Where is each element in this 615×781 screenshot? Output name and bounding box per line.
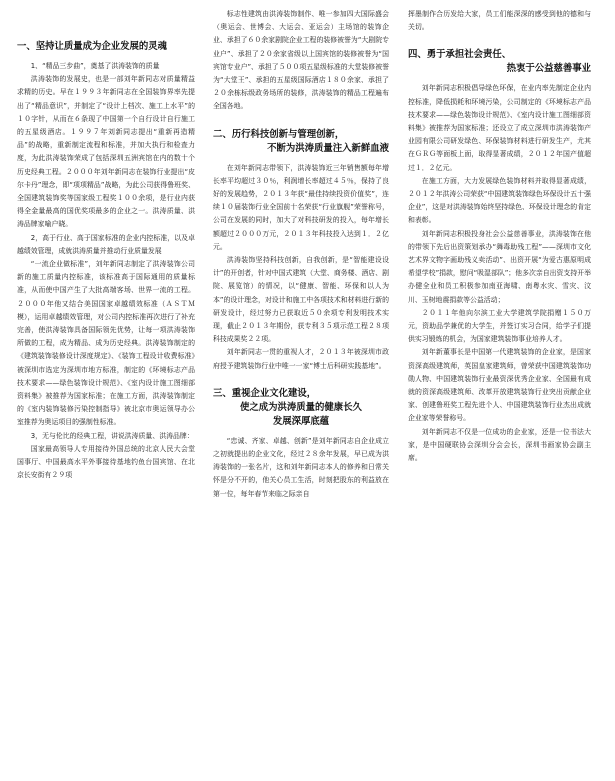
section-1-heading: 一、坚持让质量成为企业发展的灵魂 [17,41,168,52]
paragraph: ２０１１年他向尔滨工业大学建筑学院捐赠１５０万元，资助品学兼优的大学生，并签订实习合同，给学子们提供实习锻炼的机会，为国家建筑装饰事业培养人才。 [408,308,591,344]
section-2-heading: 二、历行科技创新与管理创新， [213,128,345,140]
paragraph: 挥墨制作合历发给大家，员工们能深深的感受到他的德和与关切。 [408,10,591,32]
paragraph: 标志性建筑由洪涛装饰制作、唯一参加四大国际盛会（奥运会、世博会、大运会、亚运会）主场馆的装饰企业、承担了６０余家剧院企业工程的装修被誉为“大剧院专业户”、承担了２０余家省级以上国宾馆的装修被誉为“国宾馆专业户”、承担了５００项五星级标准的大堂装修被誉为“大堂王”、承担的五星级国际酒店１８０余家、承担了２０余栋标级政务场所的装修，洪涛装饰的精品工程遍布全国各地。 [213,10,389,111]
section-3-heading: 三、重视企业文化建设， [213,387,317,399]
paragraph: 刘年新同志积极投身社会公益慈善事业，洪涛装饰在他的带领下先后出资策划承办“舞毒助残工程”——深圳市文化艺术界文物字画助残义卖活动”、出资开展“为爱古惠原明成希望学校”捐款，慰问“吸湿部队”；他多次亲自出资支持开举办健全业和员工积极参加南亚海啸、南粤水灾、雪灾、汶川、玉树地震捐款等公益活动； [408,229,591,304]
section-3-heading-line2: 使之成为洪涛质量的健康长久 [240,401,362,413]
column-3 [408,8,591,465]
column-1 [17,40,195,483]
paragraph: 洪涛装饰坚持科技创新，自我创新，是“智能建设设计”的开创者，针对中国式建筑（大堂、商务楼、酒店、剧院、展览馆）的情况，以“健康、智能、环保和以人为本”的设计理念，对设计和施工中各项技术和材料进行新的研发设计，经过努力已获取近５０余项专利发明技术实现，截止２０１３年期份，获专利３５项示范工程２８项科技成果奖２２项。 [213,256,389,344]
subheading-1: 1、“精品三步曲”，奠基了洪涛装饰的质量 [30,62,160,70]
paragraph: 洪涛装饰的发展史，也是一部刘年新同志对质量精益求精的历史。早在１９９３年新同志在全国装饰界率先提出了“精品意识”，并制定了“设计上档次、施工上水平”的１０字针，从而在６条现了中国第一个自行设计自行施工的五星级酒店。１９９７年刘新同志提出“重新再造精品”的战略，重新制定流程和标准，并加大执行和检查力度，为此洪涛装饰荣成了包括深圳五洲宾馆在内的数十个历史经典工程。２０００年刘年新同志在装饰行业提出“皮尔卡丹”理念，即“项项精品”战略，为此公司获得鲁班奖、全国建筑装饰奖等国家级工程奖１００余项，是行业内获得全金量最高的国优奖项最多的企业之一。洪涛质量、洪涛品牌家喻户晓。 [17,75,195,229]
paragraph: “一流企业做标准”，刘年新同志制定了洪涛装饰公司新的施工质量内控标准，该标准高于国际通用的质量标准，从而使中国产生了大批高端客场、世界一流的工程。２０００年他又结合美国国家卓越绩效标准（ＡＳＴＭ模），运用卓越绩效管理，对公司内控标准再次进行了补充完善，使洪涛装饰具备国际领先优势，让每一项洪涛装饰所做的工程，成为精品、成为历史经典。洪涛装饰制定的《建筑装饰装修设计深度规定》、《装饰工程设计收费标准》被深圳市选定为深圳市地方标准，制定的《环境标志产品技术要求——绿色装饰设计规范》、《室内设计施工图细部资料集》被推荐为国家标准；在施工方面，洪涛装饰制定的《室内装饰装修污染控制指导》被北京市奥运领导办公室推荐为奥运项目的强制性标准。 [17,260,195,427]
subheading-2: 2，高于行业、高于国家标准的企业内控标准，以及卓越绩效管理，成就洪涛质量并推动行业质量发展 [17,233,195,255]
section-4-heading-line2: 热衷于公益慈善事业 [506,63,591,75]
section-3-heading-line3: 发展深厚底蕴 [272,415,330,427]
section-4-heading: 四、勇于承担社会责任、 [408,49,512,61]
paragraph: 刘年新同志不仅是一位成功的企业家，还是一位书法大家，是中国硬联协会深圳分会会长，深圳书画家协会副主席。 [408,427,591,463]
paragraph: 在刘年新同志带领下，洪涛装饰近三年销售额每年增长率平均超过３０％，利润增长率超过４５％，保持了良好的发展趋势，２０１３年获“最佳持续投资价值奖”，连续１０届装饰行业全国前十名荣获“行业旗舰”荣誉称号，公司在发展的同时，加大了对科技研发的投入，每年增长额超过２０００万元，２０１３年科技投入达到１．２亿元。 [213,163,389,251]
paragraph: 国家最高领导人专用接待外国总统的北京人民大会堂国事厅、中国最高水平外事接待基地钓鱼台国宾馆、在北京长安街有２９项 [17,444,195,480]
paragraph: “忠诚、齐家、卓越、创新”是刘年新同志自企业成立之初就提出的企业文化，经过２８余年发展，早已成为洪涛装饰的一张名片，这和刘年新同志本人的修养和日常关怀是分不开的，他关心员工生活，时刻把股东的利益放在第一位，每年春节来临之际亲自 [213,436,389,498]
paragraph: 刘年新同志一贯的重视人才，２０１３年被深圳市政府授予建筑装饰行业中唯一一家“博士后科研实践基地”。 [213,348,389,370]
paragraph: 刘年新董事长是中国第一代建筑装饰的企业家，是国家资深高级建筑师，英国皇家建筑师，曾荣获中国建筑装饰功勋人物、中国建筑装饰行业最资深优秀企业家、全国最有成就的资深高级建筑师、改革开放建筑装饰行业突出贡献企业家、创建鲁班奖工程先进个人、中国建筑装饰行业杰出成就企业家等荣誉称号。 [408,348,591,423]
paragraph: 在施工方面，大力发展绿色装饰材料并取得显著成绩，２０１２年洪涛公司荣获“中国建筑装饰绿色环保设计五十强企业”，这是对洪涛装饰始终坚持绿色、环保设计理念的肯定和表彰。 [408,176,591,225]
column-2 [213,8,389,501]
subheading-3: 3，无与伦比的经典工程，讲说洪涛质量、洪涛品牌： [30,431,194,440]
paragraph: 刘年新同志积极倡导绿色环保，在业内率先制定企业内控标准，降低损耗和环境污染，公司制定的《环境标志产品技术要求——绿色装饰设计规范》、《室内设计施工图细部资料集》被推荐为国家标准；还设立了成立深圳市洪涛装饰产业园有限公司研发绿色、环保装饰材料进行研发生产，尤其在ＧＲＧ等面板上面，取得显著成绩，２０１２年国产值超过１．２亿元。 [408,84,591,172]
section-2-heading-line2: 不断为洪涛质量注入新鲜血液 [267,142,389,154]
